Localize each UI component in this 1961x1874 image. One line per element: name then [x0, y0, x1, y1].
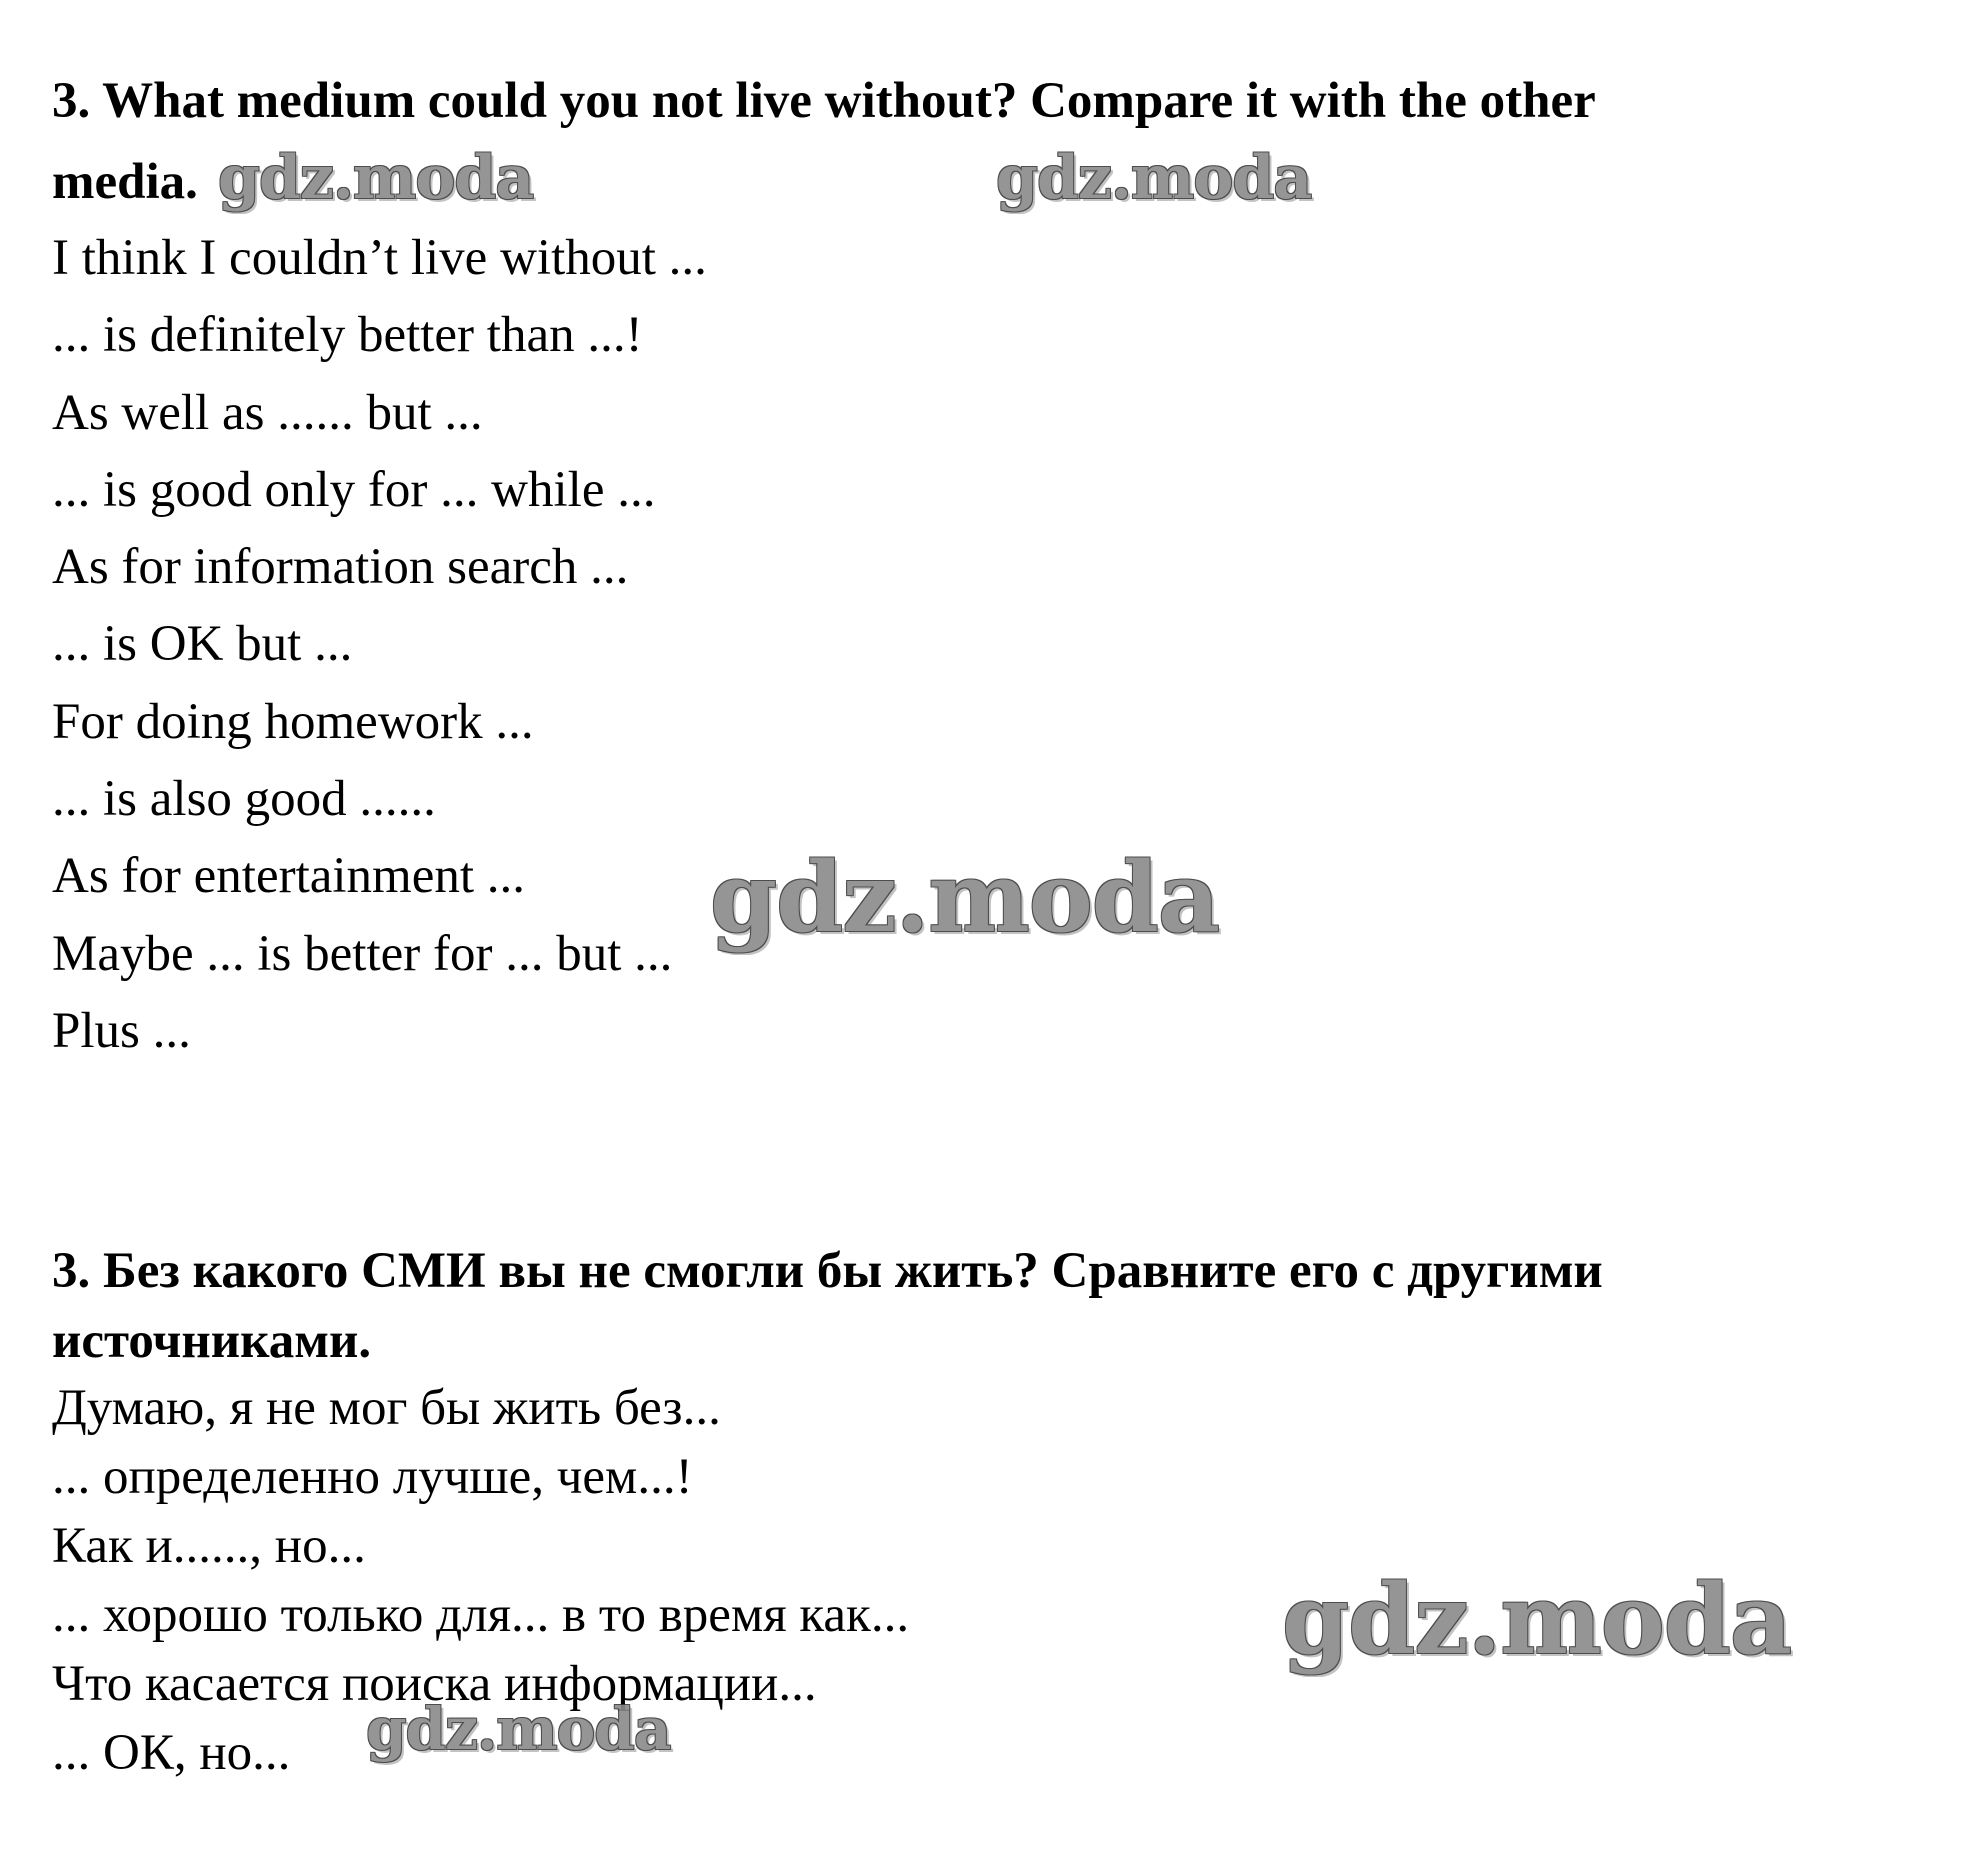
watermark-logo: gdz.moda	[710, 841, 1220, 954]
english-line: ... is definitely better than ...!	[52, 307, 643, 363]
russian-line: ... определенно лучше, чем...!	[52, 1449, 693, 1505]
russian-heading-line-1: 3. Без какого СМИ вы не смогли бы жить? Сравните его с другими	[52, 1243, 1603, 1299]
english-line: Maybe ... is better for ... but ...	[52, 926, 673, 982]
english-line: For doing homework ...	[52, 694, 534, 750]
watermark-logo: gdz.moda	[218, 143, 534, 213]
russian-line: Что касается поиска информации...	[52, 1656, 817, 1712]
russian-line: ... хорошо только для... в то время как...	[52, 1587, 910, 1643]
english-line: Plus ...	[52, 1003, 191, 1059]
english-heading-line-2: media.	[52, 154, 198, 210]
english-heading-line-1: 3. What medium could you not live without? Compare it with the other	[52, 73, 1596, 129]
english-line: ... is also good ......	[52, 771, 436, 827]
english-line: As well as ...... but ...	[52, 385, 483, 441]
watermark-logo: gdz.moda	[1282, 1563, 1792, 1676]
watermark-logo: gdz.moda	[366, 1695, 671, 1763]
russian-line: Как и......, но...	[52, 1518, 366, 1574]
english-line: I think I couldn’t live without ...	[52, 230, 707, 286]
watermark-logo: gdz.moda	[996, 143, 1312, 213]
english-line: As for entertainment ...	[52, 848, 526, 904]
english-line: ... is OK but ...	[52, 616, 353, 672]
russian-line: ... ОК, но...	[52, 1725, 291, 1781]
russian-heading-line-2: источниками.	[52, 1313, 372, 1369]
russian-line: Думаю, я не мог бы жить без...	[52, 1380, 721, 1436]
english-line: As for information search ...	[52, 539, 629, 595]
english-line: ... is good only for ... while ...	[52, 462, 656, 518]
